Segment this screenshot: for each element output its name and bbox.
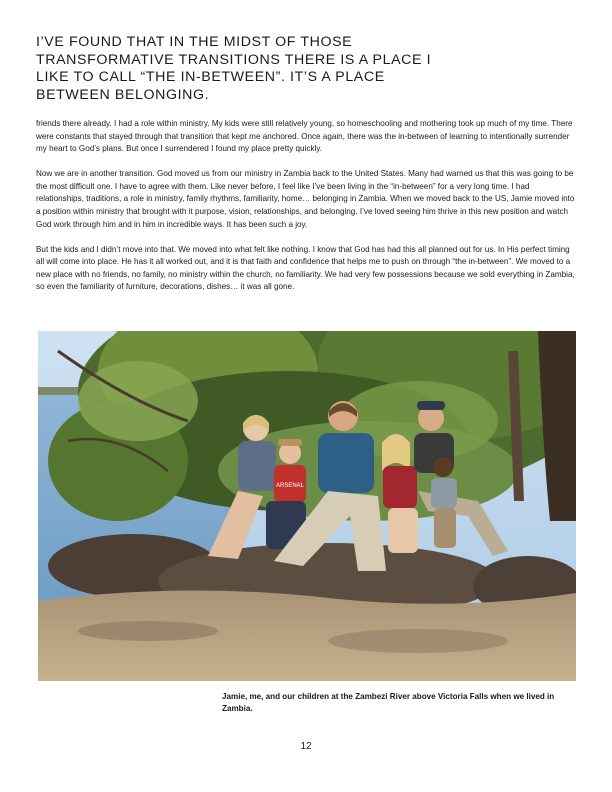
body-paragraph: Now we are in another transition. God moved us from our ministry in Zambia back to the United States. Many had warned us that this was going to be the most difficult one. I have to agree with them. Like never before, I feel like I’ve been living in the “in-between” for a very long time. I had relationships, traditions, a role in ministry, family rhythms, familiarity, home… belonging in Zambia. When we moved back to the US, Jamie moved into a position within ministry that brought with it purpose, vision, relationships, and belonging. I’ve loved seeing him thrive in this new position and watch God work through him and in him in incredible ways. It has been such a joy. [36, 169, 575, 229]
shirt-text: ARSENAL [275, 483, 305, 489]
body-paragraph: friends there already. I had a role within ministry. My kids were still relatively young, so homeschooling and mothering took up much of my time. There were constants that stayed through that transition that kept me anchored. Once again, there was the in-between of learning to intentionally surrender my heart to God’s plans. But once I surrendered I found my place pretty quickly. [36, 119, 573, 154]
body-paragraph: But the kids and I didn’t move into that. We moved into what felt like nothing. I know that God has had this all planned out for us. In His perfect timing all will come into place. He has it all worked out, and it is that faith and confidence that helps me to push on through “the in-between”. We moved to a new place with no friends, no family, no ministry within the church, no familiarity. We had very few possessions because we sold everything in Zambia, so even the familiarity of furniture, decorations, dishes… it was all gone. [36, 244, 575, 292]
family-photo [38, 331, 576, 681]
article-body [36, 118, 578, 306]
page-number: 12 [300, 741, 312, 752]
pull-quote-heading: I’VE FOUND THAT IN THE MIDST OF THOSE TRANSFORMATIVE TRANSITIONS THERE IS A PLACE I LIKE TO CALL “THE IN-BETWEEN”. IT’S A PLACE BETWEEN BELONGING. [36, 34, 432, 103]
photo-caption: Jamie, me, and our children at the Zambezi River above Victoria Falls when we lived in Zambia. [222, 692, 555, 714]
